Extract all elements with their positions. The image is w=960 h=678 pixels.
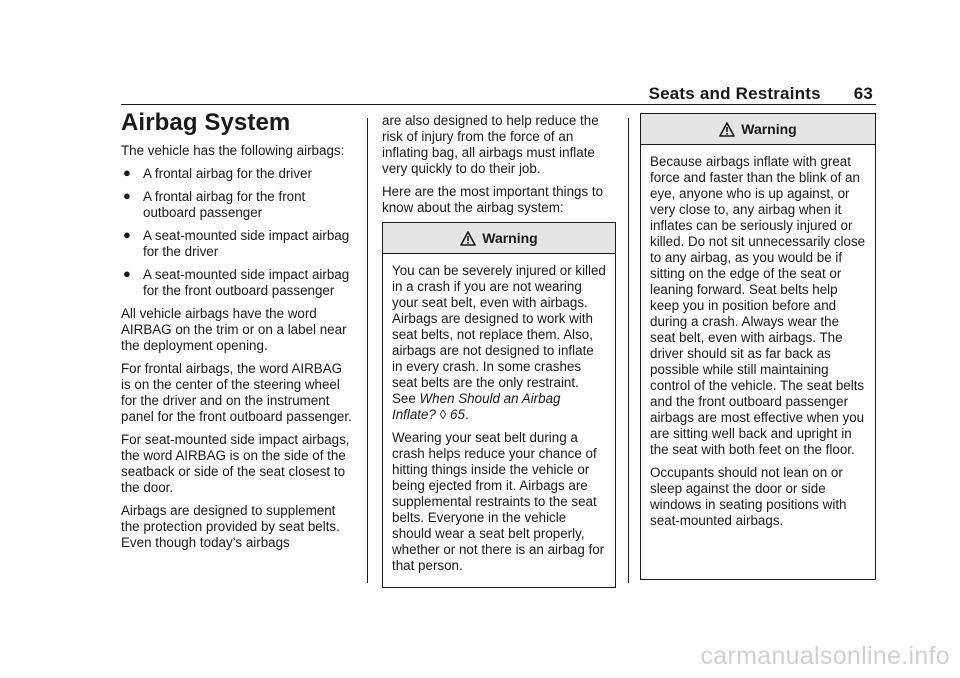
paragraph: are also designed to help reduce the risk of injury from the force of an inflating bag, all airbags must inflate very quickly to do their job. xyxy=(382,113,599,176)
warning-paragraph: Occupants should not lean on or sleep against the door or side windows in seating positions with seat-mounted airbags. xyxy=(650,465,847,528)
warning-header xyxy=(641,114,875,145)
column-divider-1 xyxy=(367,118,368,583)
page-ref-number[interactable]: 65 xyxy=(450,407,465,422)
paragraph: Here are the most important things to know about the airbag system: xyxy=(382,184,604,215)
column-2 xyxy=(382,113,615,223)
list-item: ● A frontal airbag for the front outboard passenger xyxy=(123,188,306,220)
section-heading: Airbag System xyxy=(121,109,291,136)
watermark: carmanualsonline.info xyxy=(700,642,950,670)
paragraph: For seat-mounted side impact airbags, the word AIRBAG is on the side of the seatback or side of the seat closest to the door. xyxy=(121,432,350,495)
header-rule xyxy=(121,104,876,105)
warning-paragraph: Wearing your seat belt during a crash helps reduce your chance of hitting things inside the vehicle or being ejected from it. Airbags are supplemental restraints to the seat belts. Everyone in the vehicle should wear a seat belt properly, whether or not there is an airbag for that person. xyxy=(392,430,605,573)
warning-box-1 xyxy=(382,222,616,588)
warning-body xyxy=(383,254,615,587)
warning-header xyxy=(383,223,615,254)
page-number: 63 xyxy=(853,84,873,103)
intro-text: The vehicle has the following airbags: xyxy=(121,143,345,158)
page-ref-icon: ◊ xyxy=(439,407,447,422)
section-title: Seats and Restraints xyxy=(648,84,821,103)
list-item: ● A frontal airbag for the driver xyxy=(123,165,312,181)
paragraph: All vehicle airbags have the word AIRBAG on the trim or on a label near the deployment opening. xyxy=(121,306,347,353)
airbag-list xyxy=(121,166,353,299)
cross-reference-link[interactable]: When Should an Airbag Inflate? xyxy=(392,391,561,422)
bullet-dot: ● xyxy=(123,266,131,281)
warning-body xyxy=(641,145,875,542)
warning-triangle-icon xyxy=(719,122,735,137)
bullet-dot: ● xyxy=(123,165,131,180)
list-item: ● A seat-mounted side impact airbag for the driver xyxy=(123,227,350,259)
paragraph: Airbags are designed to supplement the protection provided by seat belts. Even though today’s airbags xyxy=(121,503,340,550)
warning-box-2 xyxy=(640,113,876,580)
warning-paragraph: Because airbags inflate with great force and faster than the blink of an eye, anyone who is up against, or very close to, any airbag when it inflates can be seriously injured or killed. Do not sit unnecessarily close to any airbag, as you would be if sitting on the edge of the seat or leaning forward. Seat belts help keep you in position before and during a crash. Always wear the seat belt, even with airbags. The driver should sit as far back as possible while still maintaining control of the vehicle. The seat belts and the front outboard passenger airbags are most effective when you are sitting well back and upright in the seat with both feet on the floor. xyxy=(650,154,866,457)
column-divider-2 xyxy=(628,118,629,583)
warning-paragraph: You can be severely injured or killed in a crash if you are not wearing your seat belt, even with airbags. Airbags are designed to work with seat belts, not replace them. Also, airbags are not designed to inflate in every crash. In some crashes seat belts are the only restraint. See When Should an Airbag Inflate? ◊ 65. xyxy=(392,263,606,422)
paragraph: For frontal airbags, the word AIRBAG is on the center of the steering wheel for the driver and on the instrument panel for the front outboard passenger. xyxy=(121,361,352,424)
list-item: ● A seat-mounted side impact airbag for the front outboard passenger xyxy=(123,266,350,298)
page-header xyxy=(121,84,873,104)
warning-title: Warning xyxy=(741,121,797,137)
column-1 xyxy=(121,109,353,558)
bullet-dot: ● xyxy=(123,188,131,203)
warning-title: Warning xyxy=(482,230,538,246)
warning-triangle-icon xyxy=(460,231,476,246)
bullet-dot: ● xyxy=(123,227,131,242)
